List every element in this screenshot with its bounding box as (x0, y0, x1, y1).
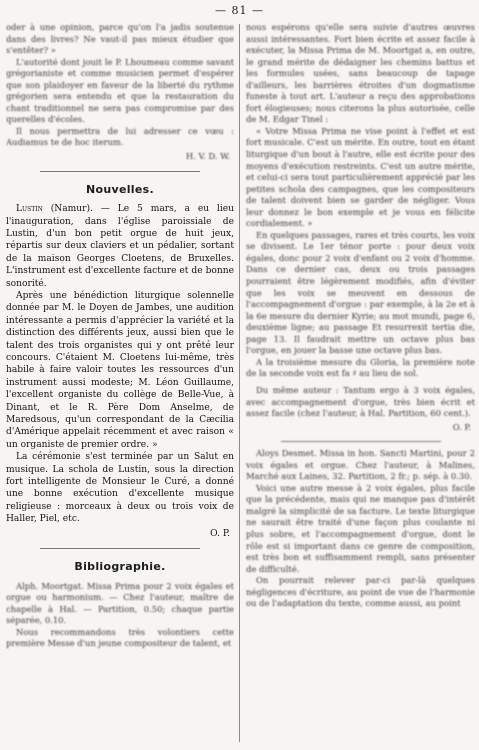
paragraph-autre-messe: Voici une autre messe à 2 voix égales, plus facile que la précédente, mais qui ne manque pas d'intérêt malgré la simplicité de sa facture. Le texte liturgique ne saurait être traité d'une façon plus coulante ni plus sobre, et l'accompagnement d'orgue, dont le rôle est si important dans ce genre de composition, est très bon et suffisamment rempli, sans présenter de difficulté. (246, 482, 475, 574)
paragraph-lhoumeau: L'autorité dont jouit le P. Lhoumeau comme savant grégorianiste et comme musicien permet d'espérer que son plaidoyer en faveur de la liberté du rythme grégorien sera entendu et que la restauration du chant traditionnel ne sera pas compromise par des querelles d'écoles. (6, 56, 234, 125)
signature-hvdw: H. V. D. W. (185, 151, 230, 162)
column-divider (239, 24, 240, 742)
paragraph-tinel-quote: « Votre Missa Prima ne vise point à l'effet et est fort musicale. C'est un mérite. En outre, tout en étant liturgique d'un bout à l'autre, elle est écrite pour des moyens d'exécution restreints. C'est un autre mérite, et celui-ci sera tout particulièrement apprécié par les petites schola des campagnes, que les compositeurs de talent doivent bien se garder de négliger. Vous leur donnez le bon exemple et je vous en félicite cordialement. » (246, 125, 475, 229)
section-divider (281, 441, 441, 442)
paragraph-moortgat: Alph. Moortgat. Missa Prima pour 2 voix égales et orgue ou harmonium. — Chez l'auteur, maître de chapelle à Hal. — Partition, 0.50; chaque partie séparée, 0.10. (6, 580, 234, 626)
page-number: — 81 — (215, 4, 264, 17)
section-divider (40, 171, 200, 172)
paragraph-missa-prima-review: nous espérons qu'elle sera suivie d'autres œuvres aussi intéressantes. Fort bien écrite et assez facile à exécuter, la Missa Prima de M. Moortgat a, en outre, le grand mérite de dédaigner les chemins battus et les formules usées, sans beaucoup de tapage d'ailleurs, les barrières étroites d'un dogmatisme funeste à tout art. L'auteur a reçu des approbations fort élogieuses; nous citerons la plus autorisée, celle de M. Edgar Tinel : (246, 22, 475, 125)
signature-op: O. P. (210, 528, 230, 539)
paragraph-lustin-text: (Namur). — Le 5 mars, a eu lieu l'inauguration, dans l'église paroissiale de Lustin, d'un bon petit orgue de huit jeux, répartis sur deux claviers et un pédalier, sortant de la maison Georges Cloetens, de Bruxelles. L'instrument est d'excellente facture et de bonne sonorité. (6, 204, 234, 289)
signature-op-right: O. P. (452, 421, 471, 432)
paragraph-desmet: Aloys Desmet. Missa in hon. Sancti Martini, pour 2 voix égales et orgue. Chez l'auteur, à Malines, Marché aux Laines, 32. Partition, 2 fr.; p. sép. à 0.30. (246, 448, 475, 482)
paragraph-gloria: A la troisième mesure du Gloria, la première note de la seconde voix est fa ♯ au lieu de sol. (246, 356, 475, 379)
paragraph-recommandons: Nous recommandons très volontiers cette première Messe d'un jeune compositeur de talent, et (6, 626, 234, 649)
section-title-bibliographie: Bibliographie. (74, 560, 166, 574)
left-column (6, 22, 234, 746)
paragraph-passages: En quelques passages, rares et très courts, les voix se divisent. Le 1er ténor porte : pour deux voix égales, donc pour 2 voix d'enfant ou 2 voix d'homme. Dans ce dernier cas, deux ou trois passages pourraient être légèrement modifiés, afin d'éviter que les voix se meuvent en dessous de l'accompagnement d'orgue : par exemple, à la 2e et à la 6e mesure du dernier Kyrie; au mot mundi, page 6, deuxième ligne; au passage Et resurrexit tertia die, page 13. Il faudrait mettre un octave plus bas l'orgue, en jouer la basse une octave plus bas. (246, 229, 475, 356)
paragraph-audiamus: Il nous permettra de lui adresser ce vœu : Audiamus te de hoc iterum. (6, 125, 234, 148)
paragraph-ceremonie: La cérémonie s'est terminée par un Salut en musique. La schola de Lustin, sous la direction fort intelligente de Monsieur le Curé, a donné une bonne exécution d'excellente musique religieuse : morceaux à deux ou trois voix de Haller, Piel, etc. (6, 452, 234, 525)
place-name-lustin: Lustin (16, 204, 43, 215)
paragraph-opinion: oder à une opinion, parce qu'on l'a jadis soutenue dans des livres? Ne vaut-il pas mieux étudier que s'entêter? » (6, 22, 234, 56)
paragraph-benediction: Après une bénédiction liturgique solennelle donnée par M. le Doyen de Jambes, une audition intéressante a permis d'apprécier la variété et la distinction des différents jeux, aussi bien que le talent des trois organistes qui y ont prêté leur concours. C'étaient M. Cloetens lui-même, très habile à faire valoir toutes les ressources d'un instrument aussi modeste; M. Léon Guillaume, l'excellent organiste du collège de Belle-Vue, à Dinant, et le R. Père Dom Anselme, de Maredsous, qu'un correspondant de la Cæcilia d'Amérique appelait récemment et avec raison « un organiste de premier ordre. » (6, 290, 234, 450)
section-divider (40, 548, 200, 549)
paragraph-lustin (6, 203, 234, 290)
section-title-nouvelles: Nouvelles. (86, 182, 154, 196)
paragraph-negligences: On pourrait relever par-ci par-là quelques négligences d'écriture, au point de vue de l'harmonie ou de l'adaptation du texte, comme aussi, au point (246, 575, 475, 609)
right-column (246, 22, 475, 746)
paragraph-tantum-ergo: Du même auteur : Tantum ergo à 3 voix égales, avec accompagnement d'orgue, très bien écrit et assez facile (chez l'auteur, à Hal. Partition, 60 cent.). (246, 384, 475, 419)
